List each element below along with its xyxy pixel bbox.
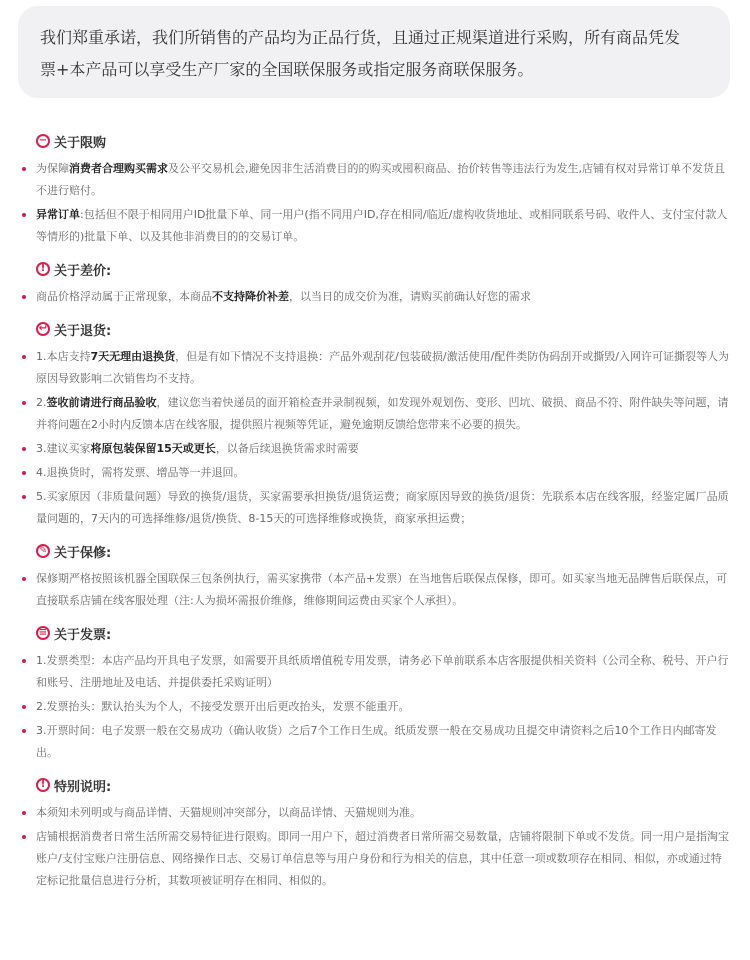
bullet-dot: [22, 659, 26, 663]
list-item: 4.退换货时，需将发票、增品等一并退回。: [30, 462, 730, 484]
bullet-dot: [22, 447, 26, 451]
list-item: 为保障消费者合理购买需求及公平交易机会,避免因非生活消费目的的购买或囤积商品、抬价转售等违法行为发生,店铺有权对异常订单不发货且不进行赔付。: [30, 158, 730, 202]
section-title: 特别说明:: [54, 779, 112, 795]
bullet-dot: [22, 355, 26, 359]
section-title: 关于限购: [54, 135, 107, 151]
section-title: 关于保修:: [54, 545, 112, 561]
bullet-dot: [22, 811, 26, 815]
list-item: 2.发票抬头：默认抬头为个人，不接受发票开出后更改抬头，发票不能重开。: [30, 696, 730, 718]
notice-line-2: 票+本产品可以享受生产厂家的全国联保服务或指定服务商联保服务。: [40, 60, 534, 79]
bullet-dot: [22, 577, 26, 581]
section-title: 关于差价:: [54, 263, 112, 279]
section-header: [30, 318, 730, 340]
list-item: 5.买家原因（非质量问题）导致的换货/退货，买家需要承担换货/退货运费；商家原因导致的换货/退货：先联系本店在线客服，经鉴定属厂品质量问题的，7天内的可选择维修/退货/换货、8-15天的可选择维修或换货，商家承担运费；: [30, 486, 730, 530]
minus-circle-icon: −: [36, 134, 50, 148]
section-header: [30, 540, 730, 562]
exclamation-circle-icon: !: [36, 778, 50, 792]
list-item: 3.开票时间：电子发票一般在交易成功（确认收货）之后7个工作日生成。纸质发票一般在交易成功且提交申请资料之后10个工作日内邮寄发出。: [30, 720, 730, 764]
section-header: [30, 258, 730, 280]
purchase-terms: [0, 130, 750, 894]
section-returns: [30, 318, 730, 530]
bullet-dot: [22, 495, 26, 499]
bullet-dot: [22, 705, 26, 709]
exclamation-circle-icon: !: [36, 262, 50, 276]
section-purchase-limit: [30, 130, 730, 248]
list-item: 商品价格浮动属于正常现象，本商品不支持降价补差，以当日的成交价为准，请购买前确认好您的需求: [30, 286, 730, 308]
list-item: 本须知未列明或与商品详情、天猫规则冲突部分，以商品详情、天猫规则为准。: [30, 802, 730, 824]
bullet-dot: [22, 401, 26, 405]
section-title: 关于退货:: [54, 323, 112, 339]
list-item: 1.发票类型：本店产品均开具电子发票，如需要开具纸质增值税专用发票，请务必下单前联系本店客服提供相关资料（公司全称、税号、开户行和账号、注册地址及电话、并提供委托采购证明）: [30, 650, 730, 694]
receipt-icon: ≡: [36, 626, 50, 640]
return-box-icon: ↩: [36, 322, 50, 336]
bullet-dot: [22, 729, 26, 733]
list-item: 3.建议买家将原包装保留15天或更长，以备后续退换货需求时需要: [30, 438, 730, 460]
bullet-dot: [22, 295, 26, 299]
authenticity-notice: [18, 6, 730, 98]
section-title: 关于发票:: [54, 627, 112, 643]
bullet-dot: [22, 213, 26, 217]
section-header: [30, 622, 730, 644]
bullet-dot: [22, 471, 26, 475]
section-warranty: [30, 540, 730, 612]
list-item: 保修期严格按照该机器全国联保三包条例执行，需买家携带（本产品+发票）在当地售后联保点保修，即可。如买家当地无品牌售后联保点，可直接联系店铺在线客服处理（注:人为损坏需报价维修，维修期间运费由买家个人承担）。: [30, 568, 730, 612]
section-header: [30, 774, 730, 796]
list-item: 1.本店支持7天无理由退换货，但是有如下情况不支持退换：产品外观刮花/包装破损/激活使用/配件类防伪码刮开或撕毁/入网许可证撕裂等人为原因导致影响二次销售均不支持。: [30, 346, 730, 390]
section-special-notes: [30, 774, 730, 892]
bullet-dot: [22, 835, 26, 839]
list-item: 2.签收前请进行商品验收，建议您当着快递员的面开箱检查并录制视频，如发现外观划伤、变形、凹坑、破损、商品不符、附件缺失等问题，请并将问题在2小时内反馈本店在线客服，提供照片视频等凭证，避免逾期反馈给您带来不必要的损失。: [30, 392, 730, 436]
section-header: [30, 130, 730, 152]
section-invoice: [30, 622, 730, 764]
wrench-icon: ✎: [36, 544, 50, 558]
notice-line-1: 我们郑重承诺，我们所销售的产品均为正品行货，且通过正规渠道进行采购，所有商品凭发: [40, 28, 681, 47]
section-price-difference: [30, 258, 730, 308]
bullet-dot: [22, 167, 26, 171]
list-item: 异常订单:包括但不限于相同用户ID批量下单、同一用户(指不同用户ID,存在相同/临近/虚构收货地址、或相同联系号码、收件人、支付宝付款人等情形的)批量下单、以及其他非消费目的的交易订单。: [30, 204, 730, 248]
list-item: 店铺根据消费者日常生活所需交易特征进行限购。即同一用户下，超过消费者日常所需交易数量，店铺将限制下单或不发货。同一用户是指淘宝账户/支付宝账户注册信息、网络操作日志、交易订单信息等与用户身份和行为相关的信息，其中任意一项或数项存在相同、相似，亦或通过特定标记批量信息进行分析，其数项被证明存在相同、相似的。: [30, 826, 730, 892]
